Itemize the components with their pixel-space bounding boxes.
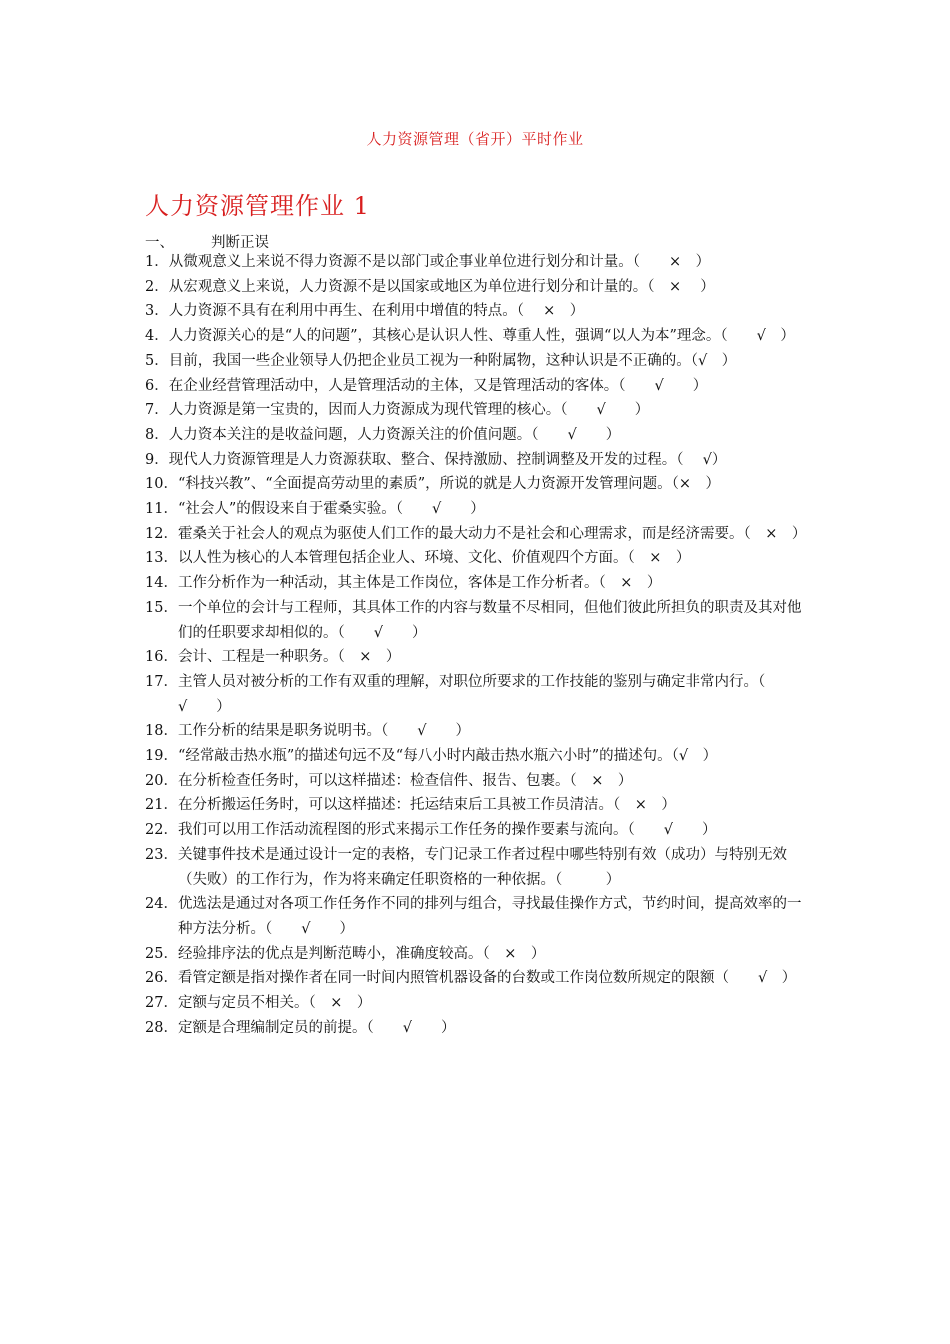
question-text: “经常敲击热水瓶”的描述句远不及“每八小时内敲击热水瓶六小时”的描述句。（√ ） xyxy=(177,748,718,765)
question-number: 13． xyxy=(145,550,178,567)
question-text: 霍桑关于社会人的观点为驱使人们工作的最大动力不是社会和心理需求，而是经济需要。（ × ） xyxy=(177,525,807,542)
question-number: 28． xyxy=(145,1019,178,1036)
question-item xyxy=(145,892,807,941)
question-text: 主管人员对被分析的工作有双重的理解，对职位所要求的工作技能的鉴别与确定非常内行。（ √ ） xyxy=(177,673,795,715)
question-text: 优选法是通过对各项工作任务作不同的排列与组合，寻找最佳操作方式，节约时间，提高效率的一种方法分析。（ √ ） xyxy=(177,896,802,937)
question-item xyxy=(145,423,807,448)
question-text: 从宏观意义上来说，人力资源不是以国家或地区为单位进行划分和计量的。（ × ） xyxy=(168,278,715,295)
question-item xyxy=(145,991,807,1016)
question-item xyxy=(145,349,807,374)
question-text: 经验排序法的优点是判断范畴小，准确度较高。（ × ） xyxy=(177,945,546,962)
question-text: 在企业经营管理活动中，人是管理活动的主体，又是管理活动的客体。（ √ ） xyxy=(168,377,708,394)
question-number: 1． xyxy=(145,254,169,270)
question-item xyxy=(145,843,807,892)
question-item xyxy=(145,769,807,794)
question-text: 在分析检查任务时，可以这样描述：检查信件、报告、包裹。（ × ） xyxy=(177,772,633,789)
question-text: 关键事件技术是通过设计一定的表格，专门记录工作者过程中哪些特别有效（成功）与特别无效（失败）的工作行为，作为将来确定任职资格的一种依据。（ ） xyxy=(177,846,787,888)
question-text: 定额与定员不相关。（ × ） xyxy=(177,995,372,1012)
question-text: 人力资源是第一宝贵的，因而人力资源成为现代管理的核心。（ √ ） xyxy=(168,402,650,419)
question-number: 24． xyxy=(145,896,178,913)
question-item xyxy=(145,719,807,744)
question-number: 27． xyxy=(145,995,178,1012)
question-text: 工作分析作为一种活动，其主体是工作岗位，客体是工作分析者。（ × ） xyxy=(177,575,662,592)
question-item xyxy=(145,966,807,991)
question-text: 看管定额是指对操作者在同一时间内照管机器设备的台数或工作岗位数所规定的限额（ √ ） xyxy=(177,970,797,987)
question-number: 3． xyxy=(145,303,169,320)
question-item xyxy=(145,670,807,719)
question-item xyxy=(145,546,807,571)
question-item xyxy=(145,374,807,399)
question-text: 人力资源不具有在利用中再生、在利用中增值的特点。（ × ） xyxy=(168,303,585,320)
question-number: 23． xyxy=(145,846,178,863)
document-title: 人力资源管理（省开）平时作业 xyxy=(366,130,584,148)
question-text: “社会人”的假设来自于霍桑实验。（ √ ） xyxy=(177,501,485,518)
question-item xyxy=(145,497,807,522)
question-number: 26． xyxy=(145,970,178,987)
question-text: 会计、工程是一种职务。（ × ） xyxy=(177,649,401,666)
question-number: 12． xyxy=(145,525,178,542)
question-number: 8． xyxy=(145,426,169,443)
section-label: 判断正误 xyxy=(211,235,269,251)
section-heading xyxy=(145,231,269,252)
question-item xyxy=(145,522,807,547)
question-number: 25． xyxy=(145,945,178,962)
question-number: 6． xyxy=(145,377,169,394)
question-number: 22． xyxy=(145,822,178,839)
question-number: 2． xyxy=(145,278,169,295)
question-number: 11． xyxy=(145,501,178,518)
question-text: 工作分析的结果是职务说明书。（ √ ） xyxy=(177,723,470,740)
question-text: 从微观意义上来说不得力资源不是以部门或企事业单位进行划分和计量。（ × ） xyxy=(168,254,711,270)
question-item xyxy=(145,793,807,818)
question-item xyxy=(145,448,807,473)
question-item xyxy=(145,1016,807,1041)
question-number: 7． xyxy=(145,402,169,419)
question-text: 在分析搬运任务时，可以这样描述：托运结束后工具被工作员清洁。（ × ） xyxy=(177,797,676,814)
question-item xyxy=(145,744,807,769)
question-number: 14． xyxy=(145,575,178,592)
question-text: 我们可以用工作活动流程图的形式来揭示工作任务的操作要素与流向。（ √ ） xyxy=(177,822,717,839)
question-item xyxy=(145,645,807,670)
question-number: 17． xyxy=(145,673,178,690)
assignment-title: 人力资源管理作业 1 xyxy=(145,192,370,220)
question-item xyxy=(145,299,807,324)
question-item xyxy=(145,472,807,497)
question-item xyxy=(145,596,807,645)
question-number: 19． xyxy=(145,748,178,765)
question-number: 9． xyxy=(145,451,169,468)
question-number: 4． xyxy=(145,328,169,345)
question-number: 16． xyxy=(145,649,178,666)
question-number: 5． xyxy=(145,352,169,369)
question-item xyxy=(145,942,807,967)
question-text: 定额是合理编制定员的前提。（ √ ） xyxy=(177,1019,456,1036)
question-text: 目前，我国一些企业领导人仍把企业员工视为一种附属物，这种认识是不正确的。（√ ） xyxy=(168,352,737,369)
section-number: 一、 xyxy=(145,235,174,251)
question-text: 以人性为核心的人本管理包括企业人、环境、文化、价值观四个方面。（ × ） xyxy=(177,550,691,567)
question-item xyxy=(145,398,807,423)
question-list xyxy=(145,250,807,1041)
question-number: 21． xyxy=(145,797,178,814)
question-item xyxy=(145,818,807,843)
question-item xyxy=(145,275,807,300)
question-number: 18． xyxy=(145,723,178,740)
question-text: 现代人力资源管理是人力资源获取、整合、保持激励、控制调整及开发的过程。（ √） xyxy=(168,451,727,468)
question-text: 人力资本关注的是收益问题，人力资源关注的价值问题。（ √ ） xyxy=(168,426,621,443)
question-number: 20． xyxy=(145,772,178,789)
question-text: “科技兴教”、“全面提高劳动里的素质”，所说的就是人力资源开发管理问题。（× ） xyxy=(177,476,721,493)
question-item xyxy=(145,324,807,349)
question-text: 人力资源关心的是“人的问题”，其核心是认识人性、尊重人性，强调“以人为本”理念。（ √ ） xyxy=(168,328,795,345)
question-number: 10． xyxy=(145,476,178,493)
question-item xyxy=(145,250,807,275)
question-item xyxy=(145,571,807,596)
question-number: 15． xyxy=(145,599,178,616)
question-text: 一个单位的会计与工程师，其具体工作的内容与数量不尽相同，但他们彼此所担负的职责及其对他们的任职要求却相似的。（ √ ） xyxy=(177,599,802,641)
